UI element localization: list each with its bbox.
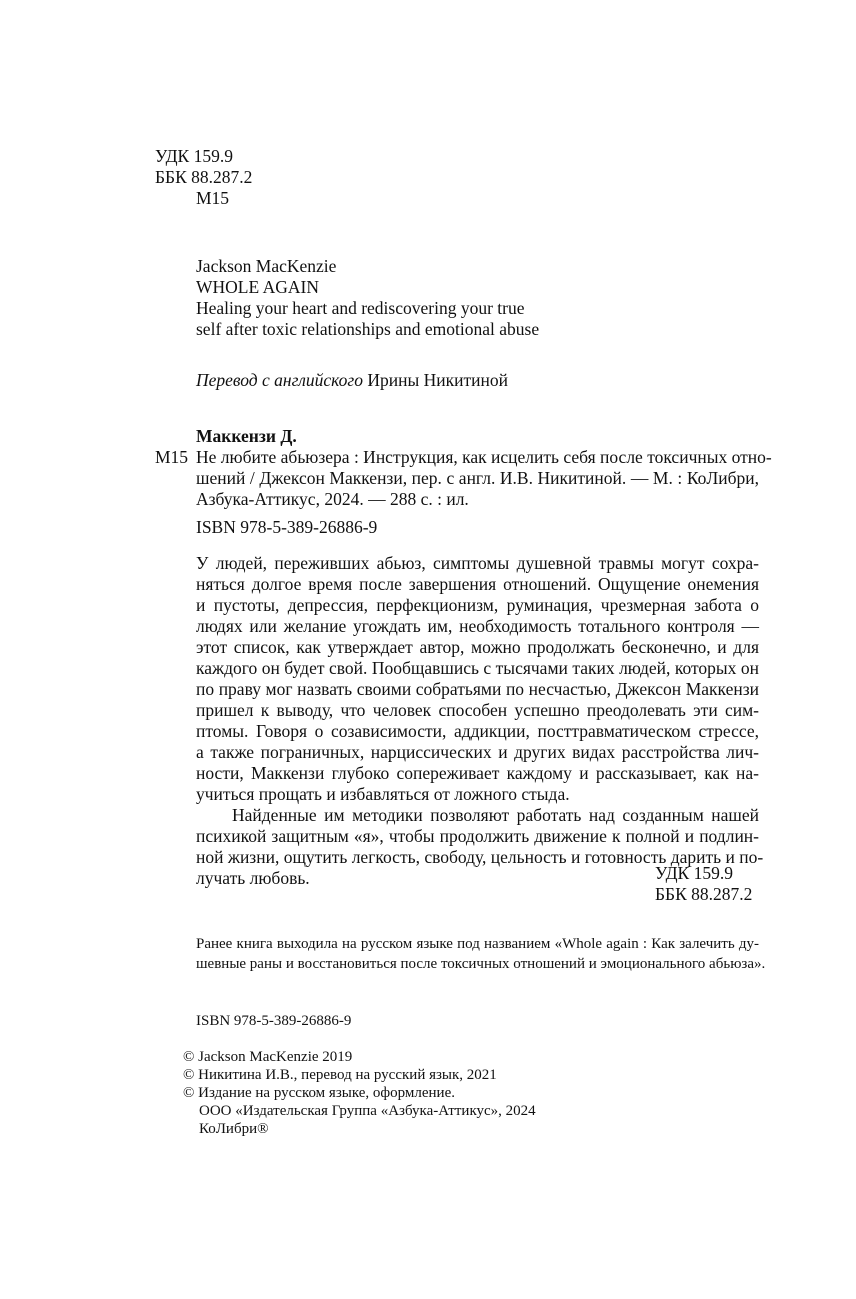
annotation-line: а также пограничных, нарциссических и других видах расстройства лич- — [196, 742, 759, 762]
catalog-line: шений / Джексон Маккензи, пер. с англ. И.В. Никитиной. — М. : КоЛибри, — [196, 468, 759, 488]
annotation-line: птомы. Говоря о созависимости, аддикции, посттравматическом стрессе, — [196, 721, 759, 741]
translator-prefix: Перевод с английского — [196, 370, 363, 390]
annotation-line: Найденные им методики позволяют работать над созданным нашей — [232, 805, 759, 825]
translator-name: Ирины Никитиной — [367, 370, 508, 390]
udk-code: УДК 159.9 — [155, 146, 233, 166]
original-subtitle-line2: self after toxic relationships and emotional abuse — [196, 319, 540, 339]
translator-credit — [196, 370, 508, 391]
bbk-code: ББК 88.287.2 — [155, 167, 253, 187]
copyright-line: КоЛибри® — [199, 1121, 269, 1137]
catalog-author-heading: Маккензи Д. — [196, 426, 297, 446]
bottom-isbn: ISBN 978-5-389-26886-9 — [196, 1013, 352, 1029]
copyright-line: © Издание на русском языке, оформление. — [183, 1085, 455, 1101]
annotation-line: и пустоты, депрессия, перфекционизм, руминация, чрезмерная забота о — [196, 595, 759, 615]
annotation-bbk: ББК 88.287.2 — [655, 884, 753, 904]
author-mark-code: М15 — [196, 188, 230, 208]
original-author: Jackson MacKenzie — [196, 256, 337, 276]
annotation-line: ной жизни, ощутить легкость, свободу, цельность и готовность дарить и по- — [196, 847, 764, 867]
annotation-line: учиться прощать и избавляться от ложного стыда. — [196, 784, 570, 804]
annotation-line: этот список, как утверждает автор, можно продолжать бесконечно, и для — [196, 637, 759, 657]
annotation-line: У людей, переживших абьюз, симптомы душевной травмы могут сохра- — [196, 553, 759, 573]
copyright-line: © Никитина И.В., перевод на русский язык, 2021 — [183, 1067, 497, 1083]
annotation-line: ности, Маккензи глубоко сопереживает каждому и рассказывает, как на- — [196, 763, 759, 783]
annotation-line: няться долгое время после завершения отношений. Ощущение онемения — [196, 574, 759, 594]
annotation-udk: УДК 159.9 — [655, 863, 733, 883]
copyright-line: © Jackson MacKenzie 2019 — [183, 1049, 353, 1065]
original-subtitle-line1: Healing your heart and rediscovering your true — [196, 298, 525, 318]
annotation-line: лучать любовь. — [196, 868, 310, 888]
catalog-line: Азбука-Аттикус, 2024. — 288 с. : ил. — [196, 489, 469, 509]
annotation-line: людях или желание угождать им, необходимость тотального контроля — — [196, 616, 759, 636]
annotation-line: психикой защитным «я», чтобы продолжить движение к полной и подлин- — [196, 826, 759, 846]
catalog-line: Не любите абьюзера : Инструкция, как исцелить себя после токсичных отно- — [196, 447, 772, 467]
annotation-line: пришел к выводу, что человек способен успешно преодолевать эти сим- — [196, 700, 759, 720]
annotation-line: по праву мог назвать своими собратьями по несчастью, Джексон Маккензи — [196, 679, 759, 699]
copyright-line: ООО «Издательская Группа «Азбука-Аттикус», 2024 — [199, 1103, 536, 1119]
annotation-line: каждого он будет свой. Пообщавшись с тысячами таких людей, которых он — [196, 658, 759, 678]
previous-edition-line2: шевные раны и восстановиться после токсичных отношений и эмоционального абьюза». — [196, 956, 766, 972]
original-title: WHOLE AGAIN — [196, 277, 319, 297]
catalog-code: М15 — [155, 447, 189, 467]
previous-edition-line1: Ранее книга выходила на русском языке под названием «Whole again : Как залечить ду- — [196, 936, 759, 952]
catalog-isbn: ISBN 978-5-389-26886-9 — [196, 517, 378, 537]
